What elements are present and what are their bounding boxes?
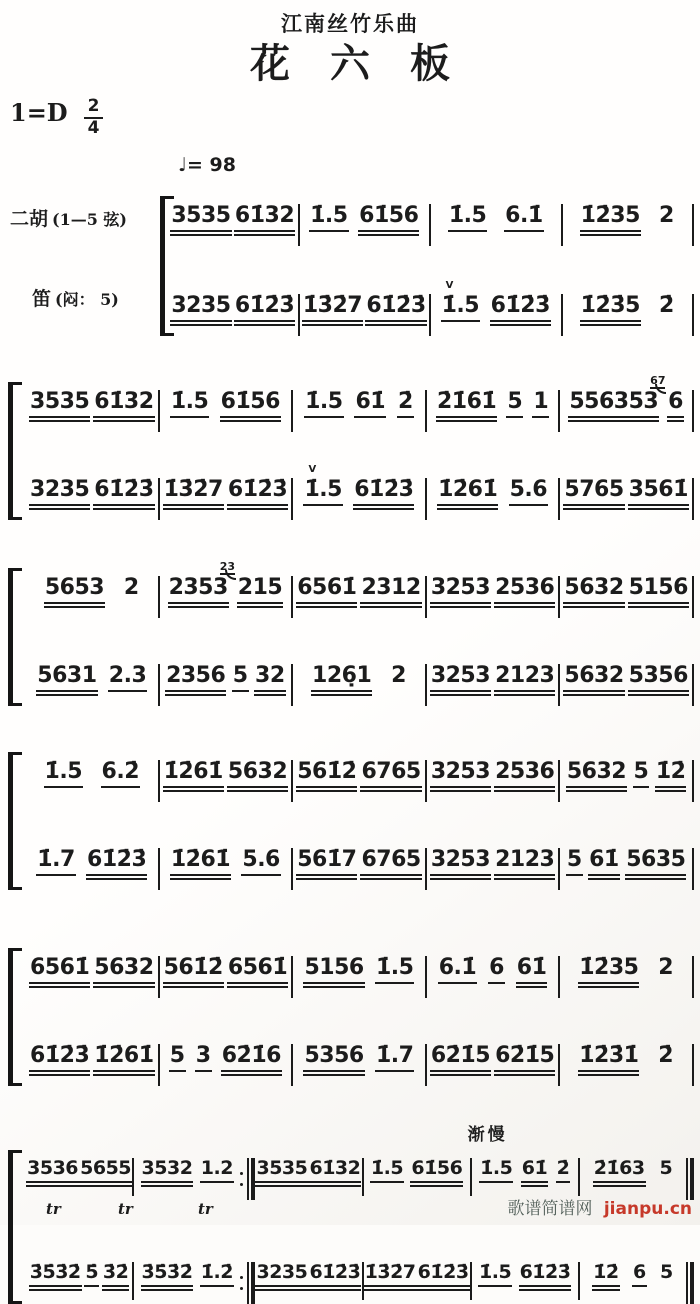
note-group: 61̇2̇3̇ bbox=[234, 294, 295, 326]
grace-note: 67 bbox=[650, 373, 666, 387]
barline bbox=[692, 478, 694, 520]
repeat-dot bbox=[240, 1172, 243, 1175]
measure bbox=[26, 956, 158, 988]
note-group: 2̇1̇61̇ bbox=[436, 390, 497, 422]
measure bbox=[580, 1158, 686, 1187]
repeat-barline bbox=[240, 1158, 255, 1200]
note-group: 561̇2̇ bbox=[163, 956, 224, 988]
note-group: 61̇ bbox=[588, 848, 620, 880]
system-bracket bbox=[8, 950, 22, 1084]
note-group: 1̇.7 bbox=[375, 1044, 414, 1072]
measure bbox=[563, 204, 693, 236]
note-group: 1̇2̇3̇5 bbox=[580, 294, 641, 326]
measure bbox=[160, 760, 292, 792]
tempo-marking bbox=[178, 154, 700, 176]
measure bbox=[160, 664, 292, 696]
note-group: 2.3 bbox=[108, 664, 147, 692]
note-group: 61̇2̇3̇ bbox=[417, 1262, 470, 1291]
note-group: 2̇ bbox=[397, 390, 414, 418]
measure bbox=[427, 1044, 559, 1076]
time-signature bbox=[84, 98, 104, 138]
measure bbox=[431, 204, 561, 232]
note-group: 3532 bbox=[141, 1158, 194, 1187]
measure bbox=[472, 1158, 578, 1187]
measure bbox=[560, 664, 692, 696]
note-group: 3535 bbox=[29, 390, 90, 422]
note-group: 6765 bbox=[360, 848, 421, 880]
note-group: 5632 bbox=[227, 760, 288, 792]
staff-line bbox=[168, 280, 694, 336]
note-group: 5156 bbox=[303, 956, 364, 988]
system-lines bbox=[26, 1144, 694, 1304]
measure bbox=[560, 1044, 692, 1076]
note-group: 5653 bbox=[44, 576, 105, 608]
note-group: 3235 bbox=[170, 294, 231, 326]
note-group: 2̇ bbox=[659, 292, 674, 318]
note-group: 3535 bbox=[255, 1158, 308, 1187]
note-group: 2 bbox=[391, 662, 406, 688]
note-group: 561̇2̇ bbox=[296, 760, 357, 792]
repeat-barline bbox=[240, 1262, 255, 1304]
note-group: 1̇.2̇ bbox=[200, 1262, 234, 1287]
barline-thin bbox=[247, 1262, 249, 1304]
measure bbox=[134, 1158, 240, 1187]
note-group: 3535 bbox=[170, 204, 231, 236]
measure bbox=[427, 478, 559, 510]
watermark-site-name: 歌谱简谱网 bbox=[507, 1199, 593, 1219]
note-group: 1̇2̇61̇ bbox=[437, 478, 498, 510]
measure bbox=[293, 848, 425, 880]
repeat-dot bbox=[240, 1183, 243, 1186]
measure bbox=[26, 390, 158, 422]
note-group: 62̇1̇6 bbox=[221, 1044, 282, 1076]
note-group: 5635 bbox=[625, 848, 686, 880]
time-signature-denominator: 4 bbox=[87, 117, 100, 138]
note-group: 61̇56 bbox=[410, 1158, 463, 1187]
rallentando-label: 渐慢 bbox=[467, 1124, 508, 1145]
staff-line bbox=[26, 373, 694, 432]
note-group: 5632 bbox=[93, 956, 154, 988]
note-group: 2353 bbox=[168, 576, 229, 608]
note-group: 3253 bbox=[430, 576, 491, 608]
instrument-label bbox=[10, 204, 127, 231]
note-group: 1̇2̇35 bbox=[580, 204, 641, 236]
note-group: 61̇32 bbox=[308, 1158, 361, 1187]
barline-thin bbox=[247, 1158, 249, 1200]
note-group: 3 bbox=[195, 1044, 212, 1072]
barline bbox=[692, 390, 694, 432]
key-signature: 1=D bbox=[10, 98, 68, 127]
barline bbox=[692, 294, 694, 336]
note-group: 61̇ bbox=[521, 1158, 548, 1187]
barline bbox=[692, 848, 694, 890]
note-group: 5 bbox=[566, 848, 583, 876]
system-lines bbox=[26, 942, 694, 1086]
note-group: 1̇.5 V bbox=[441, 294, 480, 322]
note-group: 61̇2̇3̇ bbox=[353, 478, 414, 510]
system-lines bbox=[26, 746, 694, 890]
note-group: 61̇2̇3̇ bbox=[29, 1044, 90, 1076]
note-group: 2312 bbox=[360, 576, 421, 608]
measure bbox=[300, 204, 430, 236]
note-group: 561̇7 bbox=[296, 848, 357, 880]
barline bbox=[692, 576, 694, 618]
note-group: 6.2̇ bbox=[101, 760, 140, 788]
note-group: 1̇3̇2̇7 bbox=[163, 478, 224, 510]
measure bbox=[364, 1262, 470, 1291]
note-group: 62̇1̇5 bbox=[494, 1044, 555, 1076]
note-group: 61̇ bbox=[354, 390, 386, 418]
note-group: 2 bbox=[658, 954, 674, 980]
note-group: 6561̇ bbox=[296, 576, 357, 608]
staff-line bbox=[26, 559, 694, 618]
note-group: 5 bbox=[633, 760, 650, 788]
tempo-value: = 98 bbox=[186, 153, 236, 176]
instrument-name: 笛 bbox=[32, 287, 52, 310]
system-bracket bbox=[8, 384, 22, 518]
measure bbox=[580, 1262, 686, 1291]
note-group: 1̇.5 bbox=[170, 390, 209, 418]
barline bbox=[692, 204, 694, 246]
repeat-dot bbox=[240, 1276, 243, 1279]
note-group: 5 bbox=[506, 390, 523, 418]
note-group: 2536 bbox=[494, 760, 555, 792]
note-group: 61̇56 bbox=[220, 390, 281, 422]
note-group: 6 bbox=[632, 1262, 647, 1287]
measure bbox=[255, 1262, 361, 1291]
note-group: 1̇2̇35 bbox=[578, 956, 639, 988]
measure bbox=[560, 760, 692, 792]
measure bbox=[160, 478, 292, 510]
measure bbox=[168, 204, 298, 236]
measure bbox=[160, 848, 292, 880]
measure bbox=[472, 1262, 578, 1291]
note-group: 556353 bbox=[568, 390, 659, 422]
note-group: 6561̇ bbox=[227, 956, 288, 988]
note-group: 1̇2̇ bbox=[655, 760, 687, 792]
measure bbox=[293, 576, 425, 608]
trill-mark: tr bbox=[118, 1199, 133, 1218]
measure bbox=[427, 576, 559, 608]
note-group: 6.1̇ bbox=[504, 204, 543, 232]
note-group: 1̇.5 bbox=[304, 390, 343, 418]
measure bbox=[160, 390, 292, 422]
score-title: 花 六 板 bbox=[250, 40, 450, 87]
staff-line bbox=[26, 942, 694, 998]
note-group: 3253 bbox=[430, 664, 491, 696]
instrument-tuning: (1—5 弦) bbox=[52, 209, 127, 229]
note-group: 5.6 bbox=[509, 478, 548, 506]
note-group: 5̇ bbox=[84, 1262, 99, 1287]
final-barline bbox=[686, 1262, 694, 1304]
system-lines bbox=[168, 190, 694, 336]
score-systems bbox=[0, 190, 700, 1304]
score-category: 江南丝竹乐曲 bbox=[281, 11, 419, 36]
breath-mark-icon: V bbox=[308, 463, 316, 475]
staff-line bbox=[26, 1248, 694, 1304]
note-group: 61̇2̇3̇ bbox=[490, 294, 551, 326]
staff-line bbox=[26, 464, 694, 520]
note-group: 1̇2̇61̇ bbox=[170, 848, 231, 880]
system-lines bbox=[26, 559, 694, 706]
note-group: 61̇2̇3̇ bbox=[227, 478, 288, 510]
measure bbox=[160, 1044, 292, 1076]
note-group: 1̇.5 bbox=[370, 1158, 404, 1183]
note-group: 1̇.5 V bbox=[303, 478, 342, 506]
note-group: 5 bbox=[659, 1260, 673, 1283]
note-group: 1̇.7 bbox=[36, 848, 75, 876]
measure bbox=[26, 848, 158, 880]
measure bbox=[427, 664, 559, 696]
note-group: 1̇.5 bbox=[44, 760, 83, 788]
measure bbox=[26, 576, 158, 608]
measure bbox=[26, 664, 158, 696]
measure bbox=[26, 1044, 158, 1076]
measure bbox=[160, 956, 292, 988]
measure bbox=[293, 463, 425, 510]
staff-line bbox=[26, 1030, 694, 1086]
note-group: 5356 bbox=[628, 664, 689, 696]
note-group: 61̇2̇3̇ bbox=[519, 1262, 572, 1291]
note-group: 1̇.5 bbox=[478, 1262, 512, 1287]
note-group: 2 bbox=[659, 202, 674, 228]
note-group: 1̇2̇61̇ bbox=[93, 1044, 154, 1076]
measure bbox=[293, 956, 425, 988]
note-group: 61̇2̇3̇ bbox=[93, 478, 154, 510]
measure bbox=[26, 1262, 132, 1291]
note-group: 5156 bbox=[628, 576, 689, 608]
trill-mark: tr bbox=[198, 1199, 213, 1218]
staff-line bbox=[26, 834, 694, 890]
measure bbox=[293, 760, 425, 792]
note-group: 126̣1 bbox=[311, 664, 372, 696]
note-group: 2123 bbox=[494, 848, 555, 880]
note-group: 1.2 bbox=[200, 1158, 234, 1183]
measure bbox=[26, 1158, 132, 1187]
note-group: 2123 bbox=[494, 664, 555, 696]
measure bbox=[293, 664, 425, 696]
system-bracket bbox=[8, 1152, 22, 1302]
note-group: 1̇2̇61̇ bbox=[163, 760, 224, 792]
note-group: 61̇32 bbox=[234, 204, 295, 236]
note-group: 5765 bbox=[563, 478, 624, 510]
note-group: 3̇5̇3̇2̇ bbox=[29, 1262, 82, 1291]
note-group: 3253 bbox=[430, 848, 491, 880]
note-group: 2̇ bbox=[658, 1042, 674, 1068]
note-group: 5631 bbox=[36, 664, 97, 696]
barline bbox=[692, 664, 694, 706]
system-lines bbox=[26, 373, 694, 520]
note-group: 5632 bbox=[563, 664, 624, 696]
note-group: 61̇2̇3̇ bbox=[365, 294, 426, 326]
note-group: 1̇.5 bbox=[448, 204, 487, 232]
note-group: 2̇1̇63 bbox=[593, 1158, 646, 1187]
measure bbox=[168, 294, 298, 326]
note-group: 3̇5̇3̇2̇ bbox=[141, 1262, 194, 1291]
measure bbox=[427, 390, 559, 422]
measure bbox=[560, 956, 692, 988]
watermark bbox=[507, 1194, 692, 1219]
repeat-dots bbox=[240, 1172, 243, 1186]
instrument-tuning: (闷： 5) bbox=[55, 289, 119, 309]
system bbox=[8, 559, 694, 706]
note-group: 3253 bbox=[430, 760, 491, 792]
note-group: 5 bbox=[659, 1156, 673, 1179]
measure bbox=[134, 1262, 240, 1291]
staff-line bbox=[26, 650, 694, 706]
staff-line bbox=[26, 1144, 694, 1200]
measure bbox=[26, 478, 158, 510]
system bbox=[8, 942, 694, 1086]
note-group: 2 bbox=[123, 574, 139, 600]
measure bbox=[293, 390, 425, 418]
repeat-dot bbox=[240, 1287, 243, 1290]
trill-marks bbox=[26, 1200, 286, 1218]
note-group: 215 23 bbox=[237, 576, 283, 608]
breath-mark-icon: V bbox=[445, 279, 453, 291]
watermark-domain: jianpu.cn bbox=[603, 1199, 692, 1219]
note-group: 2356 bbox=[165, 664, 226, 696]
instrument-name: 二胡 bbox=[10, 207, 49, 230]
note-group: 6765 bbox=[360, 760, 421, 792]
measure bbox=[26, 760, 158, 788]
note-group: 3561̇ bbox=[628, 478, 689, 510]
note-group: 1̇.5 bbox=[375, 956, 414, 984]
note-group: 61̇56 bbox=[358, 204, 419, 236]
note-group: 5 bbox=[169, 1044, 186, 1072]
note-group: 61̇2̇3̇ bbox=[308, 1262, 361, 1291]
system bbox=[8, 1124, 694, 1304]
note-group: 32 bbox=[254, 664, 286, 696]
barline bbox=[692, 760, 694, 802]
note-group: 1̇3̇2̇7 bbox=[364, 1262, 417, 1291]
measure bbox=[560, 848, 692, 880]
system-bracket bbox=[8, 570, 22, 704]
note-group: 1̇2̇ bbox=[592, 1262, 619, 1291]
measure bbox=[431, 279, 561, 326]
note-group: 1̇.5 bbox=[309, 204, 348, 232]
note-group: 2̇ bbox=[556, 1158, 571, 1183]
system bbox=[8, 746, 694, 890]
note-group: 6 bbox=[488, 956, 505, 984]
note-group: 5655 bbox=[79, 1158, 132, 1187]
quarter-note-icon: ♩ bbox=[178, 153, 187, 176]
staff-line bbox=[168, 190, 694, 246]
measure bbox=[560, 373, 692, 422]
measure bbox=[300, 294, 430, 326]
measure bbox=[255, 1158, 361, 1187]
grace-note: 23 bbox=[219, 559, 236, 573]
measure bbox=[160, 559, 292, 608]
staff-line bbox=[26, 746, 694, 802]
barline-thick bbox=[690, 1262, 694, 1304]
note-group: 6.1̇ bbox=[438, 956, 477, 984]
time-signature-numerator: 2 bbox=[84, 98, 104, 119]
note-group: 1̇2̇3̇1̇ bbox=[578, 1044, 639, 1076]
barline bbox=[692, 1044, 694, 1086]
repeat-dots bbox=[240, 1276, 243, 1290]
measure bbox=[563, 294, 693, 326]
barline-thin bbox=[686, 1262, 688, 1304]
note-group: 1 bbox=[532, 390, 549, 418]
measure bbox=[364, 1158, 470, 1187]
note-group: 5632 bbox=[566, 760, 627, 792]
key-signature-row bbox=[10, 98, 700, 138]
note-group: 5632 bbox=[563, 576, 624, 608]
note-group: 3̇2̇ bbox=[102, 1262, 129, 1291]
instrument-label bbox=[32, 284, 119, 311]
measure bbox=[427, 956, 559, 988]
note-group: 6 67 bbox=[667, 390, 684, 422]
system-bracket bbox=[8, 754, 22, 888]
measure bbox=[560, 478, 692, 510]
note-group: 5 bbox=[232, 664, 249, 692]
note-group: 1̇.5 bbox=[479, 1158, 513, 1183]
note-group: 3536 bbox=[26, 1158, 79, 1187]
measure bbox=[293, 1044, 425, 1076]
note-group: 5356 bbox=[303, 1044, 364, 1076]
system bbox=[8, 373, 694, 520]
note-group: 3235 bbox=[255, 1262, 308, 1291]
trill-mark: tr bbox=[46, 1199, 61, 1218]
note-group: 1̇3̇2̇7 bbox=[302, 294, 363, 326]
note-group: 3235 bbox=[29, 478, 90, 510]
note-group: 61̇32 bbox=[93, 390, 154, 422]
note-group: 61̇2̇3̇ bbox=[86, 848, 147, 880]
barline bbox=[692, 956, 694, 998]
system bbox=[8, 190, 694, 336]
note-group: 6561̇ bbox=[29, 956, 90, 988]
note-group: 62̇1̇5 bbox=[430, 1044, 491, 1076]
measure bbox=[427, 760, 559, 792]
measure bbox=[560, 576, 692, 608]
note-group: 5.6 bbox=[241, 848, 280, 876]
note-group: 2536 bbox=[494, 576, 555, 608]
note-group: 61̇ bbox=[516, 956, 548, 988]
measure bbox=[427, 848, 559, 880]
